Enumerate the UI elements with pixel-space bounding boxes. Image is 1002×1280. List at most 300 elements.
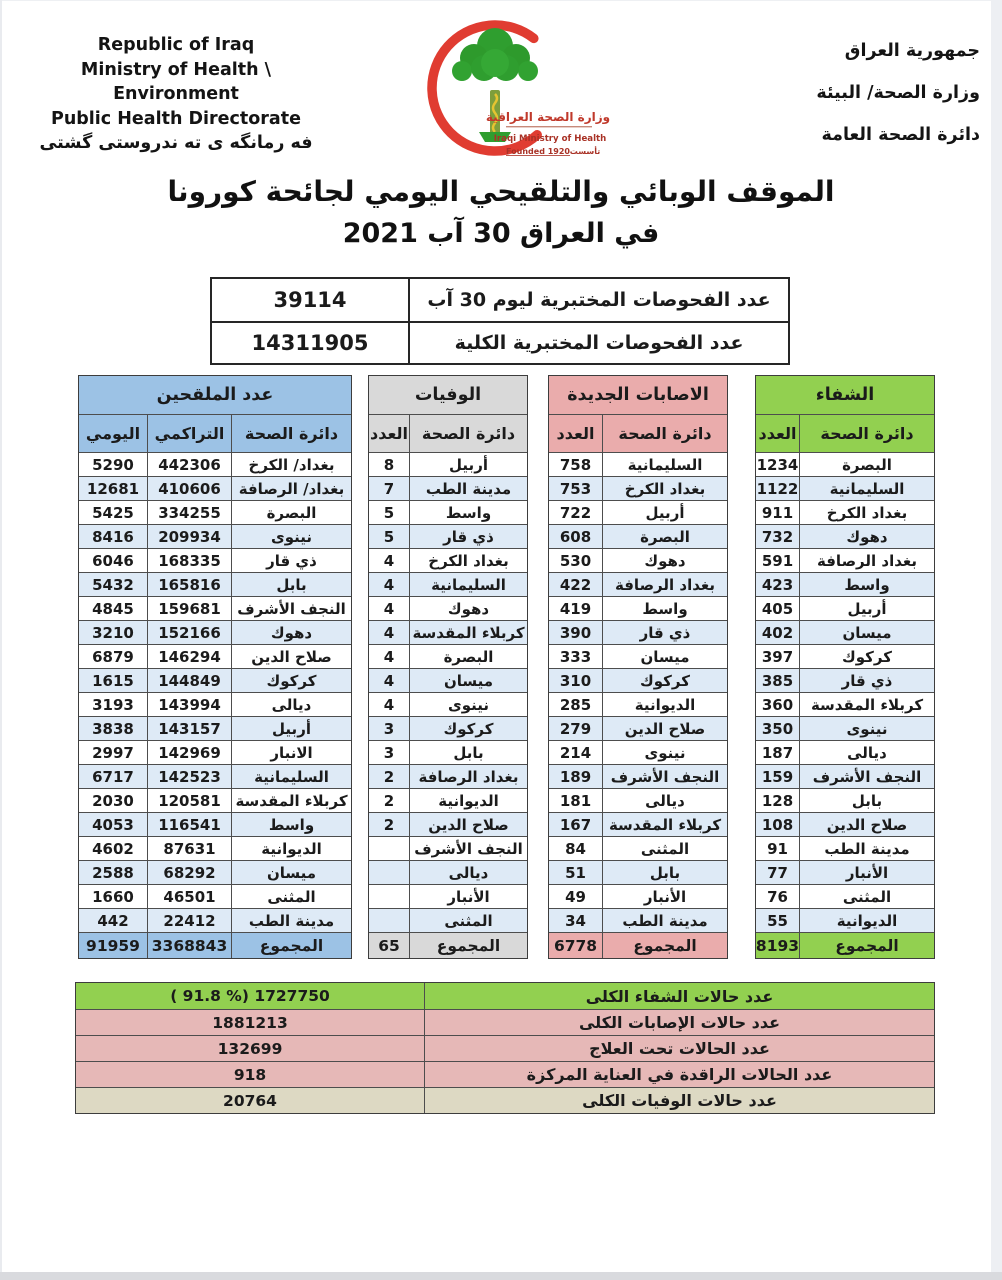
value-cell: 4602: [92, 839, 134, 858]
value-cell: 152166: [147, 621, 231, 644]
total-cell: المجموع: [409, 933, 527, 958]
table-row: [549, 524, 727, 548]
value-cell: 6046: [92, 551, 134, 570]
table-row: [756, 548, 934, 572]
tests-label: عدد الفحوصات المختبرية ليوم 30 آب: [408, 279, 788, 321]
tests-table: [210, 277, 790, 365]
value-cell: 1234: [756, 455, 799, 474]
table-row: [756, 452, 934, 476]
column-header: دائرة الصحة: [409, 415, 527, 452]
header-line-directorate-en: Public Health Directorate: [51, 108, 301, 129]
province-cell: كركوك: [602, 669, 727, 692]
value-cell: 146294: [147, 645, 231, 668]
value-cell: 285: [559, 695, 592, 714]
value-cell: 8416: [92, 527, 134, 546]
table-title: الشفاء: [756, 376, 934, 414]
value-cell: 159681: [147, 597, 231, 620]
tests-label: عدد الفحوصات المختبرية الكلية: [408, 323, 788, 363]
table-row: [549, 476, 727, 500]
total-cell: المجموع: [602, 933, 727, 958]
table-row: [369, 812, 527, 836]
table-row: [369, 836, 527, 860]
table-row: [549, 908, 727, 932]
summary-label: عدد حالات الوفيات الكلى: [424, 1088, 934, 1113]
ministry-logo-graphic: [400, 8, 610, 170]
table-row: [756, 596, 934, 620]
table-row: [549, 716, 727, 740]
value-cell: 22412: [147, 909, 231, 932]
province-cell: الديوانية: [799, 909, 934, 932]
table-row: [369, 500, 527, 524]
value-cell: 167: [559, 815, 592, 834]
table-row: [756, 500, 934, 524]
table-title: عدد الملقحين: [79, 376, 351, 414]
value-cell: 1615: [92, 671, 134, 690]
summary-label: عدد الحالات تحت العلاج: [424, 1036, 934, 1061]
province-cell: صلاح الدين: [409, 813, 527, 836]
summary-value: 918: [233, 1065, 267, 1084]
province-cell: كربلاء المقدسة: [799, 693, 934, 716]
value-cell: 333: [559, 647, 592, 666]
table-row: [79, 692, 351, 716]
province-cell: بابل: [231, 573, 351, 596]
province-cell: بغداد الرصافة: [799, 549, 934, 572]
value-cell: 442306: [147, 453, 231, 476]
value-cell: 189: [559, 767, 592, 786]
value-cell: 4: [383, 599, 395, 618]
table-row: [549, 644, 727, 668]
value-cell: 4: [383, 575, 395, 594]
table-row: [369, 668, 527, 692]
table-row: [79, 452, 351, 476]
province-cell: كربلاء المقدسة: [231, 789, 351, 812]
province-cell: النجف الأشرف: [602, 765, 727, 788]
province-cell: نينوى: [231, 525, 351, 548]
table-row: [756, 764, 934, 788]
province-cell: كربلاء المقدسة: [409, 621, 527, 644]
value-cell: 4053: [92, 815, 134, 834]
table-row: [369, 716, 527, 740]
value-cell: 4: [383, 671, 395, 690]
value-cell: 753: [559, 479, 592, 498]
value-cell: 385: [761, 671, 794, 690]
table-row: [549, 764, 727, 788]
report-title: [0, 170, 1002, 254]
province-cell: بغداد الرصافة: [602, 573, 727, 596]
table-row: [79, 500, 351, 524]
province-cell: دهوك: [409, 597, 527, 620]
province-cell: بابل: [799, 789, 934, 812]
value-cell: 91: [767, 839, 788, 858]
table-column-headers: [79, 414, 351, 452]
table-row: [79, 716, 351, 740]
province-cell: ميسان: [409, 669, 527, 692]
table-row: [756, 668, 934, 692]
value-cell: 76: [767, 887, 788, 906]
province-cell: بغداد/ الكرخ: [231, 453, 351, 476]
value-cell: 5: [383, 527, 395, 546]
province-cell: ذي قار: [409, 525, 527, 548]
province-cell: الأنبار: [799, 861, 934, 884]
column-header: العدد: [756, 415, 799, 452]
value-cell: 165816: [147, 573, 231, 596]
table-row: [79, 668, 351, 692]
province-cell: ديالى: [799, 741, 934, 764]
table-column-headers: [369, 414, 527, 452]
value-cell: 12681: [86, 479, 140, 498]
value-cell: 5432: [92, 575, 134, 594]
province-cell: أربيل: [602, 501, 727, 524]
value-cell: 51: [565, 863, 586, 882]
recovery-table: [755, 375, 935, 959]
table-row: [369, 572, 527, 596]
table-row: [549, 860, 727, 884]
value-cell: 181: [559, 791, 592, 810]
summary-value: ( 91.8 %) 1727750: [170, 987, 330, 1005]
table-title: الوفيات: [369, 376, 527, 414]
palm-tree-icon: [452, 28, 538, 142]
province-cell: البصرة: [799, 453, 934, 476]
province-cell: البصرة: [231, 501, 351, 524]
province-cell: بغداد/ الرصافة: [231, 477, 351, 500]
table-row: [79, 908, 351, 932]
table-row: [369, 884, 527, 908]
value-cell: [369, 837, 409, 860]
new-cases-table: [548, 375, 728, 959]
header-line-ministry-en: Ministry of Health \ Environment: [80, 59, 272, 104]
total-cell: 6778: [553, 936, 598, 955]
province-cell: بغداد الكرخ: [602, 477, 727, 500]
value-cell: 2: [383, 791, 395, 810]
header-right-block: [720, 30, 980, 156]
value-cell: 911: [761, 503, 794, 522]
province-cell: نينوى: [602, 741, 727, 764]
table-row: [369, 524, 527, 548]
table-row: [549, 836, 727, 860]
province-cell: الديوانية: [231, 837, 351, 860]
table-row: [756, 716, 934, 740]
value-cell: 4: [383, 647, 395, 666]
value-cell: 187: [761, 743, 794, 762]
table-row: [79, 572, 351, 596]
value-cell: [369, 885, 409, 908]
province-cell: المثنى: [409, 909, 527, 932]
value-cell: 8: [383, 455, 395, 474]
value-cell: 120581: [147, 789, 231, 812]
value-cell: 68292: [147, 861, 231, 884]
table-row: [756, 740, 934, 764]
table-row: [549, 452, 727, 476]
value-cell: 279: [559, 719, 592, 738]
total-cell: المجموع: [231, 933, 351, 958]
summary-value: 20764: [223, 1091, 277, 1110]
value-cell: 2997: [92, 743, 134, 762]
logo-founded-arabic-text: تأسست: [569, 147, 601, 156]
table-row: [79, 836, 351, 860]
summary-row: [76, 1035, 934, 1061]
province-cell: بغداد الرصافة: [409, 765, 527, 788]
summary-row: [76, 983, 934, 1009]
province-cell: مدينة الطب: [799, 837, 934, 860]
table-total-row: [79, 932, 351, 958]
value-cell: 144849: [147, 669, 231, 692]
table-row: [369, 764, 527, 788]
table-column-headers: [549, 414, 727, 452]
province-cell: صلاح الدين: [602, 717, 727, 740]
column-header: العدد: [369, 415, 409, 452]
deaths-table: [368, 375, 528, 959]
total-cell: 3368843: [147, 933, 231, 958]
province-cell: السليمانية: [799, 477, 934, 500]
table-row: [756, 476, 934, 500]
province-cell: واسط: [799, 573, 934, 596]
value-cell: 2588: [92, 863, 134, 882]
province-cell: نينوى: [799, 717, 934, 740]
table-total-row: [369, 932, 527, 958]
province-cell: كركوك: [799, 645, 934, 668]
value-cell: 6717: [92, 767, 134, 786]
table-row: [549, 668, 727, 692]
table-total-row: [756, 932, 934, 958]
table-row: [756, 884, 934, 908]
value-cell: 3838: [92, 719, 134, 738]
table-row: [369, 692, 527, 716]
value-cell: 209934: [147, 525, 231, 548]
value-cell: 143994: [147, 693, 231, 716]
table-row: [549, 740, 727, 764]
table-row: [756, 692, 934, 716]
summary-value: 132699: [217, 1039, 283, 1058]
value-cell: 405: [761, 599, 794, 618]
value-cell: [369, 861, 409, 884]
table-row: [369, 644, 527, 668]
table-row: [549, 548, 727, 572]
header-line-directorate-ku: فه رمانگه ى ته ندروستى گشتى: [39, 133, 313, 153]
value-cell: 2: [383, 815, 395, 834]
total-cell: 91959: [86, 936, 140, 955]
value-cell: 6879: [92, 647, 134, 666]
province-cell: واسط: [409, 501, 527, 524]
table-row: [79, 884, 351, 908]
province-cell: ديالى: [602, 789, 727, 812]
value-cell: 4: [383, 551, 395, 570]
value-cell: 87631: [147, 837, 231, 860]
table-row: [369, 596, 527, 620]
province-cell: بابل: [602, 861, 727, 884]
value-cell: 108: [761, 815, 794, 834]
value-cell: 4: [383, 695, 395, 714]
value-cell: 168335: [147, 549, 231, 572]
province-cell: ديالى: [409, 861, 527, 884]
value-cell: 142969: [147, 741, 231, 764]
value-cell: 410606: [147, 477, 231, 500]
value-cell: 442: [97, 911, 129, 930]
table-row: [756, 788, 934, 812]
province-cell: ذي قار: [799, 669, 934, 692]
value-cell: 77: [767, 863, 788, 882]
value-cell: 397: [761, 647, 794, 666]
table-row: [549, 884, 727, 908]
tests-value: 39114: [273, 288, 347, 312]
table-row: [79, 476, 351, 500]
value-cell: 1660: [92, 887, 134, 906]
province-cell: الأنبار: [409, 885, 527, 908]
value-cell: 390: [559, 623, 592, 642]
province-cell: المثنى: [231, 885, 351, 908]
table-total-row: [549, 932, 727, 958]
total-cell: المجموع: [799, 933, 934, 958]
province-cell: ميسان: [231, 861, 351, 884]
summary-label: عدد حالات الشفاء الكلى: [424, 983, 934, 1009]
province-cell: أربيل: [799, 597, 934, 620]
value-cell: 732: [761, 527, 794, 546]
logo-founded-text: Founded 1920: [506, 147, 570, 156]
report-title-line2: في العراق 30 آب 2021: [342, 218, 660, 249]
table-row: [549, 596, 727, 620]
table-row: [79, 788, 351, 812]
total-cell: 65: [378, 936, 400, 955]
province-cell: البصرة: [602, 525, 727, 548]
value-cell: 310: [559, 671, 592, 690]
province-cell: دهوك: [231, 621, 351, 644]
column-header: العدد: [549, 415, 602, 452]
province-cell: السليمانية: [231, 765, 351, 788]
column-header: دائرة الصحة: [602, 415, 727, 452]
value-cell: 3: [383, 719, 395, 738]
province-cell: مدينة الطب: [602, 909, 727, 932]
province-cell: كربلاء المقدسة: [602, 813, 727, 836]
province-cell: النجف الأشرف: [799, 765, 934, 788]
value-cell: 422: [559, 575, 592, 594]
tests-row: [212, 279, 788, 321]
value-cell: 5290: [92, 455, 134, 474]
table-row: [369, 548, 527, 572]
province-cell: دهوك: [799, 525, 934, 548]
tests-row: [212, 321, 788, 363]
value-cell: 423: [761, 575, 794, 594]
value-cell: 360: [761, 695, 794, 714]
value-cell: 419: [559, 599, 592, 618]
summary-table: [75, 982, 935, 1114]
province-cell: مدينة الطب: [231, 909, 351, 932]
table-row: [756, 572, 934, 596]
province-cell: ميسان: [602, 645, 727, 668]
province-cell: كركوك: [231, 669, 351, 692]
vaccinated-table: [78, 375, 352, 959]
table-row: [756, 620, 934, 644]
column-header: دائرة الصحة: [231, 415, 351, 452]
value-cell: 3210: [92, 623, 134, 642]
table-row: [756, 860, 934, 884]
value-cell: 3193: [92, 695, 134, 714]
value-cell: 530: [559, 551, 592, 570]
table-row: [79, 860, 351, 884]
table-row: [369, 860, 527, 884]
logo-divider: [506, 126, 592, 127]
header-line-country-ar: جمهورية العراق: [844, 41, 980, 61]
table-row: [549, 572, 727, 596]
province-cell: الأنبار: [602, 885, 727, 908]
province-cell: الديوانية: [602, 693, 727, 716]
value-cell: 2030: [92, 791, 134, 810]
table-row: [79, 764, 351, 788]
province-cell: بغداد الكرخ: [799, 501, 934, 524]
table-row: [369, 620, 527, 644]
province-cell: مدينة الطب: [409, 477, 527, 500]
province-cell: السليمانية: [602, 453, 727, 476]
province-cell: واسط: [602, 597, 727, 620]
province-cell: بابل: [409, 741, 527, 764]
report-title-line1: الموقف الوبائي والتلقيحي اليومي لجائحة كورونا: [167, 175, 835, 208]
value-cell: 128: [761, 791, 794, 810]
table-title: الاصابات الجديدة: [549, 376, 727, 414]
table-row: [369, 476, 527, 500]
value-cell: 350: [761, 719, 794, 738]
logo-english-text: Iraqi Ministry of Health: [493, 134, 607, 144]
value-cell: 4: [383, 623, 395, 642]
value-cell: 2: [383, 767, 395, 786]
summary-row: [76, 1009, 934, 1035]
province-cell: النجف الأشرف: [409, 837, 527, 860]
province-cell: بغداد الكرخ: [409, 549, 527, 572]
value-cell: 722: [559, 503, 592, 522]
summary-row: [76, 1061, 934, 1087]
province-cell: أربيل: [409, 453, 527, 476]
table-row: [79, 524, 351, 548]
value-cell: 334255: [147, 501, 231, 524]
tests-value: 14311905: [251, 331, 369, 355]
table-row: [756, 644, 934, 668]
value-cell: 4845: [92, 599, 134, 618]
province-cell: السليمانية: [409, 573, 527, 596]
table-row: [369, 908, 527, 932]
province-cell: ميسان: [799, 621, 934, 644]
table-row: [756, 836, 934, 860]
value-cell: 46501: [147, 885, 231, 908]
value-cell: 142523: [147, 765, 231, 788]
province-cell: الديوانية: [409, 789, 527, 812]
header-line-ministry-ar: وزارة الصحة/ البيئة: [816, 83, 980, 103]
header-left-block: [28, 33, 324, 156]
header-line-directorate-ar: دائرة الصحة العامة: [821, 125, 980, 145]
table-row: [756, 812, 934, 836]
value-cell: 116541: [147, 813, 231, 836]
value-cell: 84: [565, 839, 586, 858]
table-row: [756, 524, 934, 548]
table-row: [756, 908, 934, 932]
value-cell: 34: [565, 911, 586, 930]
province-cell: صلاح الدين: [799, 813, 934, 836]
header-line-country-en: Republic of Iraq: [97, 35, 255, 55]
province-cell: أربيل: [231, 717, 351, 740]
value-cell: 608: [559, 527, 592, 546]
table-row: [79, 620, 351, 644]
table-row: [369, 788, 527, 812]
value-cell: 591: [761, 551, 794, 570]
value-cell: 3: [383, 743, 395, 762]
table-row: [369, 740, 527, 764]
province-cell: صلاح الدين: [231, 645, 351, 668]
column-header: دائرة الصحة: [799, 415, 934, 452]
value-cell: [369, 909, 409, 932]
table-row: [549, 788, 727, 812]
summary-label: عدد حالات الإصابات الكلى: [424, 1010, 934, 1035]
province-cell: ذي قار: [602, 621, 727, 644]
column-header: اليومي: [79, 415, 147, 452]
ministry-logo: [400, 8, 610, 170]
summary-label: عدد الحالات الراقدة في العناية المركزة: [424, 1062, 934, 1087]
logo-arabic-text: وزارة الصحة العراقية: [485, 110, 610, 124]
